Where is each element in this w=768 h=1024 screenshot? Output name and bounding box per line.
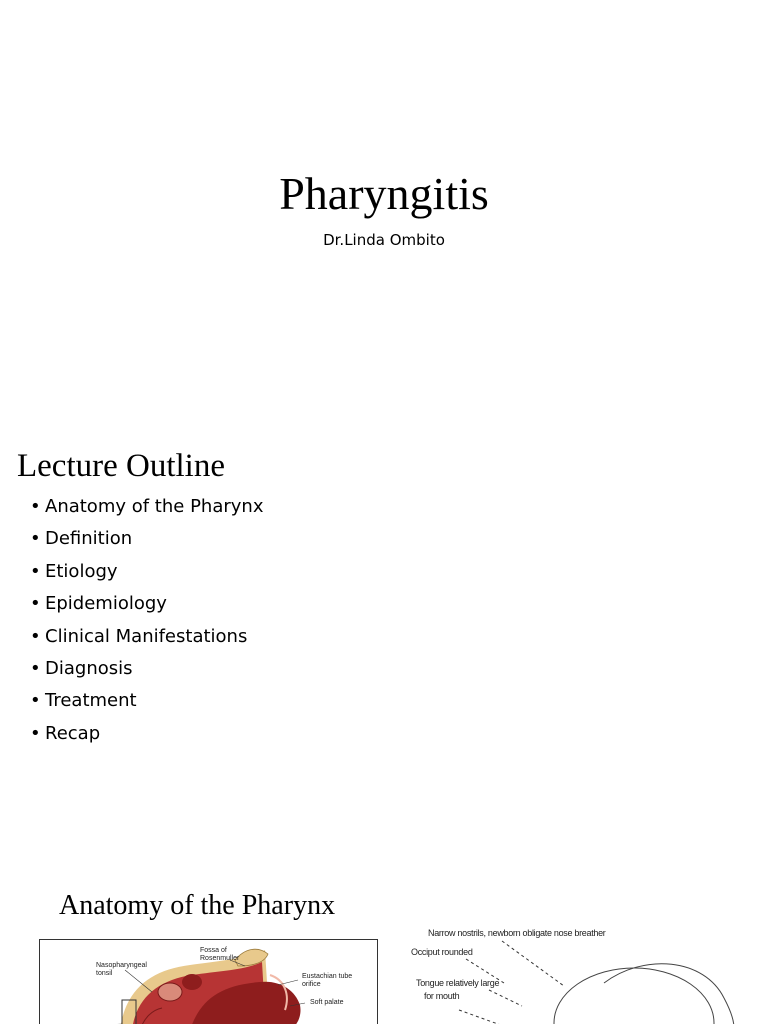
anatomy-slide <box>0 860 768 1024</box>
newborn-head-outline <box>404 928 768 1024</box>
outline-item <box>30 556 263 588</box>
anatomy-title: Anatomy of the Pharynx <box>59 890 336 921</box>
outline-item <box>30 653 263 685</box>
label-soft-palate: Soft palate <box>310 999 344 1006</box>
outline-item-label: Treatment <box>45 690 137 712</box>
label-tongue-line1: Tongue relatively large <box>416 978 500 988</box>
outline-item <box>30 588 263 620</box>
outline-item <box>30 523 263 555</box>
bullet-icon: • <box>30 722 41 744</box>
bullet-icon: • <box>30 690 41 712</box>
label-occiput: Occiput rounded <box>411 947 473 957</box>
bullet-icon: • <box>30 658 41 680</box>
outline-item-label: Clinical Manifestations <box>45 625 248 647</box>
outline-item <box>30 718 263 750</box>
label-fossa: Fossa of Rosenmuller <box>200 947 240 962</box>
author-name: Dr.Linda Ombito <box>323 231 445 249</box>
newborn-head-diagram <box>404 928 768 1024</box>
outline-item-label: Definition <box>45 528 133 550</box>
label-tongue-line2: for mouth <box>424 991 460 1001</box>
bullet-icon: • <box>30 528 41 550</box>
bullet-icon: • <box>30 625 41 647</box>
outline-item-label: Etiology <box>45 560 118 582</box>
label-narrow-nostrils: Narrow nostrils, newborn obligate nose breather <box>428 928 606 938</box>
title-slide <box>0 0 768 420</box>
presentation-title: Pharyngitis <box>279 168 489 219</box>
outline-title: Lecture Outline <box>17 448 225 484</box>
outline-item-label: Diagnosis <box>45 658 133 680</box>
outline-item <box>30 491 263 523</box>
label-nasopharyngeal-tonsil: Nasopharyngeal tonsil <box>96 962 147 977</box>
outline-item <box>30 685 263 717</box>
outline-item-label: Anatomy of the Pharynx <box>45 496 264 517</box>
bullet-icon: • <box>30 593 41 615</box>
label-eustachian-tube: Eustachian tube orifice <box>302 973 353 988</box>
bullet-icon: • <box>30 496 41 517</box>
outline-item-label: Epidemiology <box>45 593 167 615</box>
bullet-icon: • <box>30 560 41 582</box>
outline-list <box>30 491 263 750</box>
outline-slide <box>0 420 768 860</box>
outline-item <box>30 621 263 653</box>
pharynx-sagittal-illustration <box>39 939 378 1024</box>
outline-item-label: Recap <box>45 722 101 744</box>
